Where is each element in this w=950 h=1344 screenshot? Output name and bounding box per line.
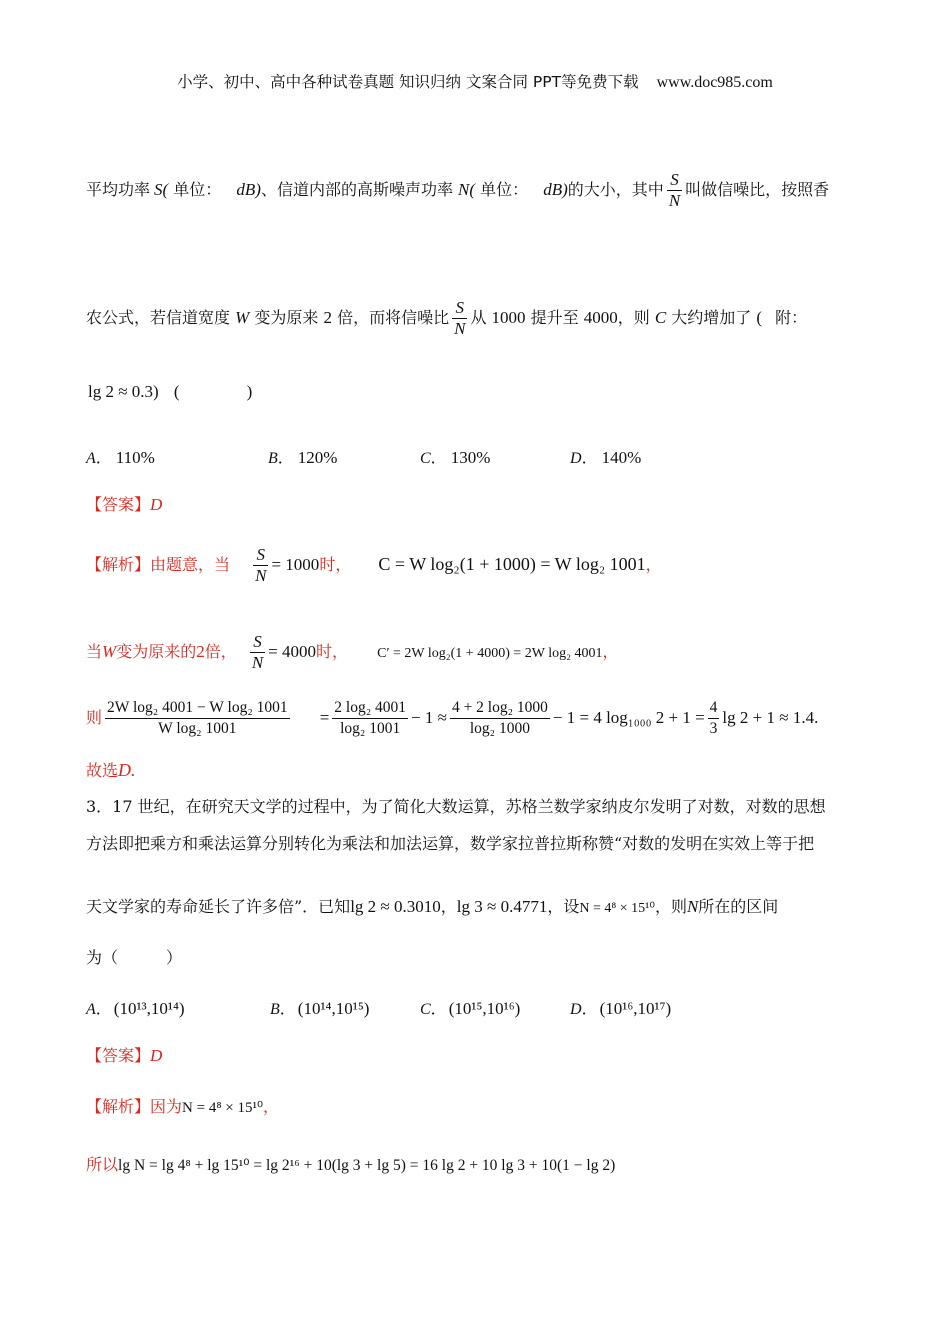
q3-line-3 — [86, 897, 778, 919]
q3-option-b: B． (10¹⁴,10¹⁵) — [270, 999, 370, 1018]
answer-value: D — [150, 1046, 163, 1065]
solution-text: ， — [645, 555, 662, 574]
solution-text: 变为原来的 — [116, 642, 197, 661]
solution-text: 当 — [86, 642, 103, 661]
solution-math-w: W — [102, 642, 117, 661]
solution-fraction-4: $\frac{4}{3}$ — [709, 699, 718, 737]
q3-text: ，设 — [547, 897, 580, 916]
solution-formula: C′ = 2W log₂(1 + 4000) = 2W log₂ 4001 — [377, 646, 603, 661]
q2-paren: ) — [246, 382, 253, 401]
solution-math: − 1 = 4 log₁₀₀₀ 2 + 1 = — [552, 708, 705, 727]
q2-fraction-sn: $\frac{S}{N}$ — [668, 170, 681, 210]
q2-math-w: W — [235, 308, 250, 327]
solution-text: 因为 — [150, 1097, 183, 1116]
answer-label: 【答案】 — [86, 1046, 151, 1065]
q2-number: 2 — [323, 308, 332, 327]
q3-option-a: A． (10¹³,10¹⁴) — [86, 999, 185, 1018]
q2-text: ，则 — [617, 308, 650, 327]
q2-number: 4000 — [583, 308, 618, 327]
q3-option-d: D． (10¹⁶,10¹⁷) — [570, 999, 672, 1018]
q2-paren: ( — [173, 382, 180, 401]
q2-math-db: dB) — [236, 180, 261, 199]
q3-text: 所在的区间 — [698, 897, 779, 916]
q2-text: 附： — [775, 308, 808, 327]
solution-number: 2 — [196, 642, 205, 661]
q3-text: ，则 — [654, 897, 687, 916]
header-site: www.doc985.com — [656, 74, 773, 91]
solution-formula: N = 4⁸ × 15¹⁰ — [182, 1100, 264, 1116]
q2-solution-line-3 — [86, 698, 818, 739]
q2-text: 叫做信噪比，按照香 — [685, 180, 830, 199]
solution-text: 故选 — [86, 761, 119, 780]
q2-line-2 — [86, 298, 807, 339]
solution-math: lg 2 + 1 ≈ 1.4. — [722, 708, 819, 727]
solution-label: 【解析】 — [86, 555, 151, 574]
solution-label: 【解析】 — [86, 1097, 151, 1116]
solution-text: 所以 — [86, 1155, 119, 1174]
q2-text: 单位： — [480, 180, 529, 199]
q2-option-c: C． 130% — [420, 448, 491, 467]
solution-math: = — [319, 708, 330, 727]
q3-text: ， — [440, 897, 457, 916]
q2-fraction-sn: $\frac{S}{N}$ — [251, 632, 264, 672]
q3-solution-line-1 — [86, 1097, 279, 1118]
q3-line-4: 为（ ） — [86, 948, 183, 967]
q2-text: 从 — [470, 308, 487, 327]
q3-option-c: C． (10¹⁵,10¹⁶) — [420, 999, 521, 1018]
q3-line-1: 3．17 世纪，在研究天文学的过程中，为了简化大数运算，苏格兰数学家纳皮尔发明了对数，对数的思想 — [86, 797, 826, 816]
q2-option-d: D． 140% — [570, 448, 642, 467]
solution-text: 则 — [86, 708, 103, 727]
q2-answer — [86, 495, 162, 515]
solution-text: 时， — [316, 642, 349, 661]
solution-formula: C = W log₂(1 + 1000) = W log₂ 1001 — [378, 554, 646, 574]
solution-text: 时， — [319, 555, 352, 574]
solution-fraction-3: $\frac{\text{4 + 2 log₂ 1000}}{\text{log₂ 1000}}$ — [451, 699, 548, 737]
q2-math-db: dB) — [543, 180, 568, 199]
answer-label: 【答案】 — [86, 495, 151, 514]
q2-line-1 — [86, 170, 829, 211]
q3-solution-line-2 — [86, 1155, 615, 1176]
q2-text: 的大小，其中 — [567, 180, 664, 199]
solution-text: 由题意，当 — [150, 555, 231, 574]
q2-text: 提升至 — [530, 308, 579, 327]
solution-math: = 4000 — [268, 642, 316, 661]
solution-formula: lg N = lg 4⁸ + lg 15¹⁰ = lg 2¹⁶ + 10(lg 3 + lg 5) = 16 lg 2 + 10 lg 3 + 10(1 − lg 2) — [118, 1157, 616, 1174]
q2-text: 平均功率 — [86, 180, 151, 199]
q2-math-c: C — [654, 308, 667, 327]
answer-value: D — [150, 495, 163, 514]
q3-math: lg 3 ≈ 0.4771 — [456, 897, 548, 916]
q3-text: 天文学家的寿命延长了许多倍”．已知 — [86, 897, 351, 916]
solution-fraction-2: $\frac{\text{2 log₂ 4001}}{\text{log₂ 1001}}$ — [334, 699, 407, 737]
q3-line-2: 方法即把乘方和乘法运算分别转化为乘法和加法运算，数学家拉普拉斯称赞“对数的发明在实效上等于把 — [86, 834, 815, 853]
q2-paren: ( — [756, 308, 763, 327]
q3-answer — [86, 1046, 162, 1066]
q2-math-s: S( — [154, 180, 169, 199]
q2-text: 大约增加了 — [671, 308, 752, 327]
q2-math-lg: lg 2 ≈ 0.3) — [88, 382, 159, 401]
solution-text: ， — [263, 1097, 280, 1116]
solution-math: = 1000 — [271, 555, 320, 574]
q2-option-a: A． 110% — [86, 448, 155, 467]
header-text: 小学、初中、高中各种试卷真题 知识归纳 文案合同 PPT等免费下载 — [177, 73, 639, 91]
q2-text: 倍，而将信噪比 — [337, 308, 450, 327]
q2-option-b: B． 120% — [268, 448, 338, 467]
q3-math: N = 4⁸ × 15¹⁰ — [579, 901, 655, 916]
q2-line-3 — [88, 382, 252, 402]
solution-text: 倍， — [204, 642, 237, 661]
q2-fraction-sn: $\frac{S}{N}$ — [454, 298, 466, 338]
q2-math-n: N( — [458, 180, 476, 199]
solution-text: ， — [602, 642, 619, 661]
q2-solution-line-2 — [86, 632, 619, 673]
q2-solution-line-1 — [86, 545, 662, 586]
solution-math: − 1 ≈ — [411, 708, 447, 727]
q2-number: 1000 — [491, 308, 526, 327]
q2-text: 农公式，若信道宽度 — [86, 308, 231, 327]
q2-text: 、信道内部的高斯噪声功率 — [260, 180, 453, 199]
q3-math-n: N — [686, 897, 699, 916]
solution-fraction-1: $\frac{\text{2W log₂ 4001 − W log₂ 1001}}{\text{W log₂ 1001}}$ — [107, 699, 288, 737]
q2-text: 单位： — [173, 180, 222, 199]
q2-fraction-sn: $\frac{S}{N}$ — [255, 545, 267, 585]
page-header — [0, 70, 950, 92]
q2-text: 变为原来 — [254, 308, 319, 327]
q3-math: lg 2 ≈ 0.3010 — [350, 897, 441, 916]
q2-solution-line-4 — [86, 760, 136, 781]
solution-math: D. — [118, 760, 136, 780]
